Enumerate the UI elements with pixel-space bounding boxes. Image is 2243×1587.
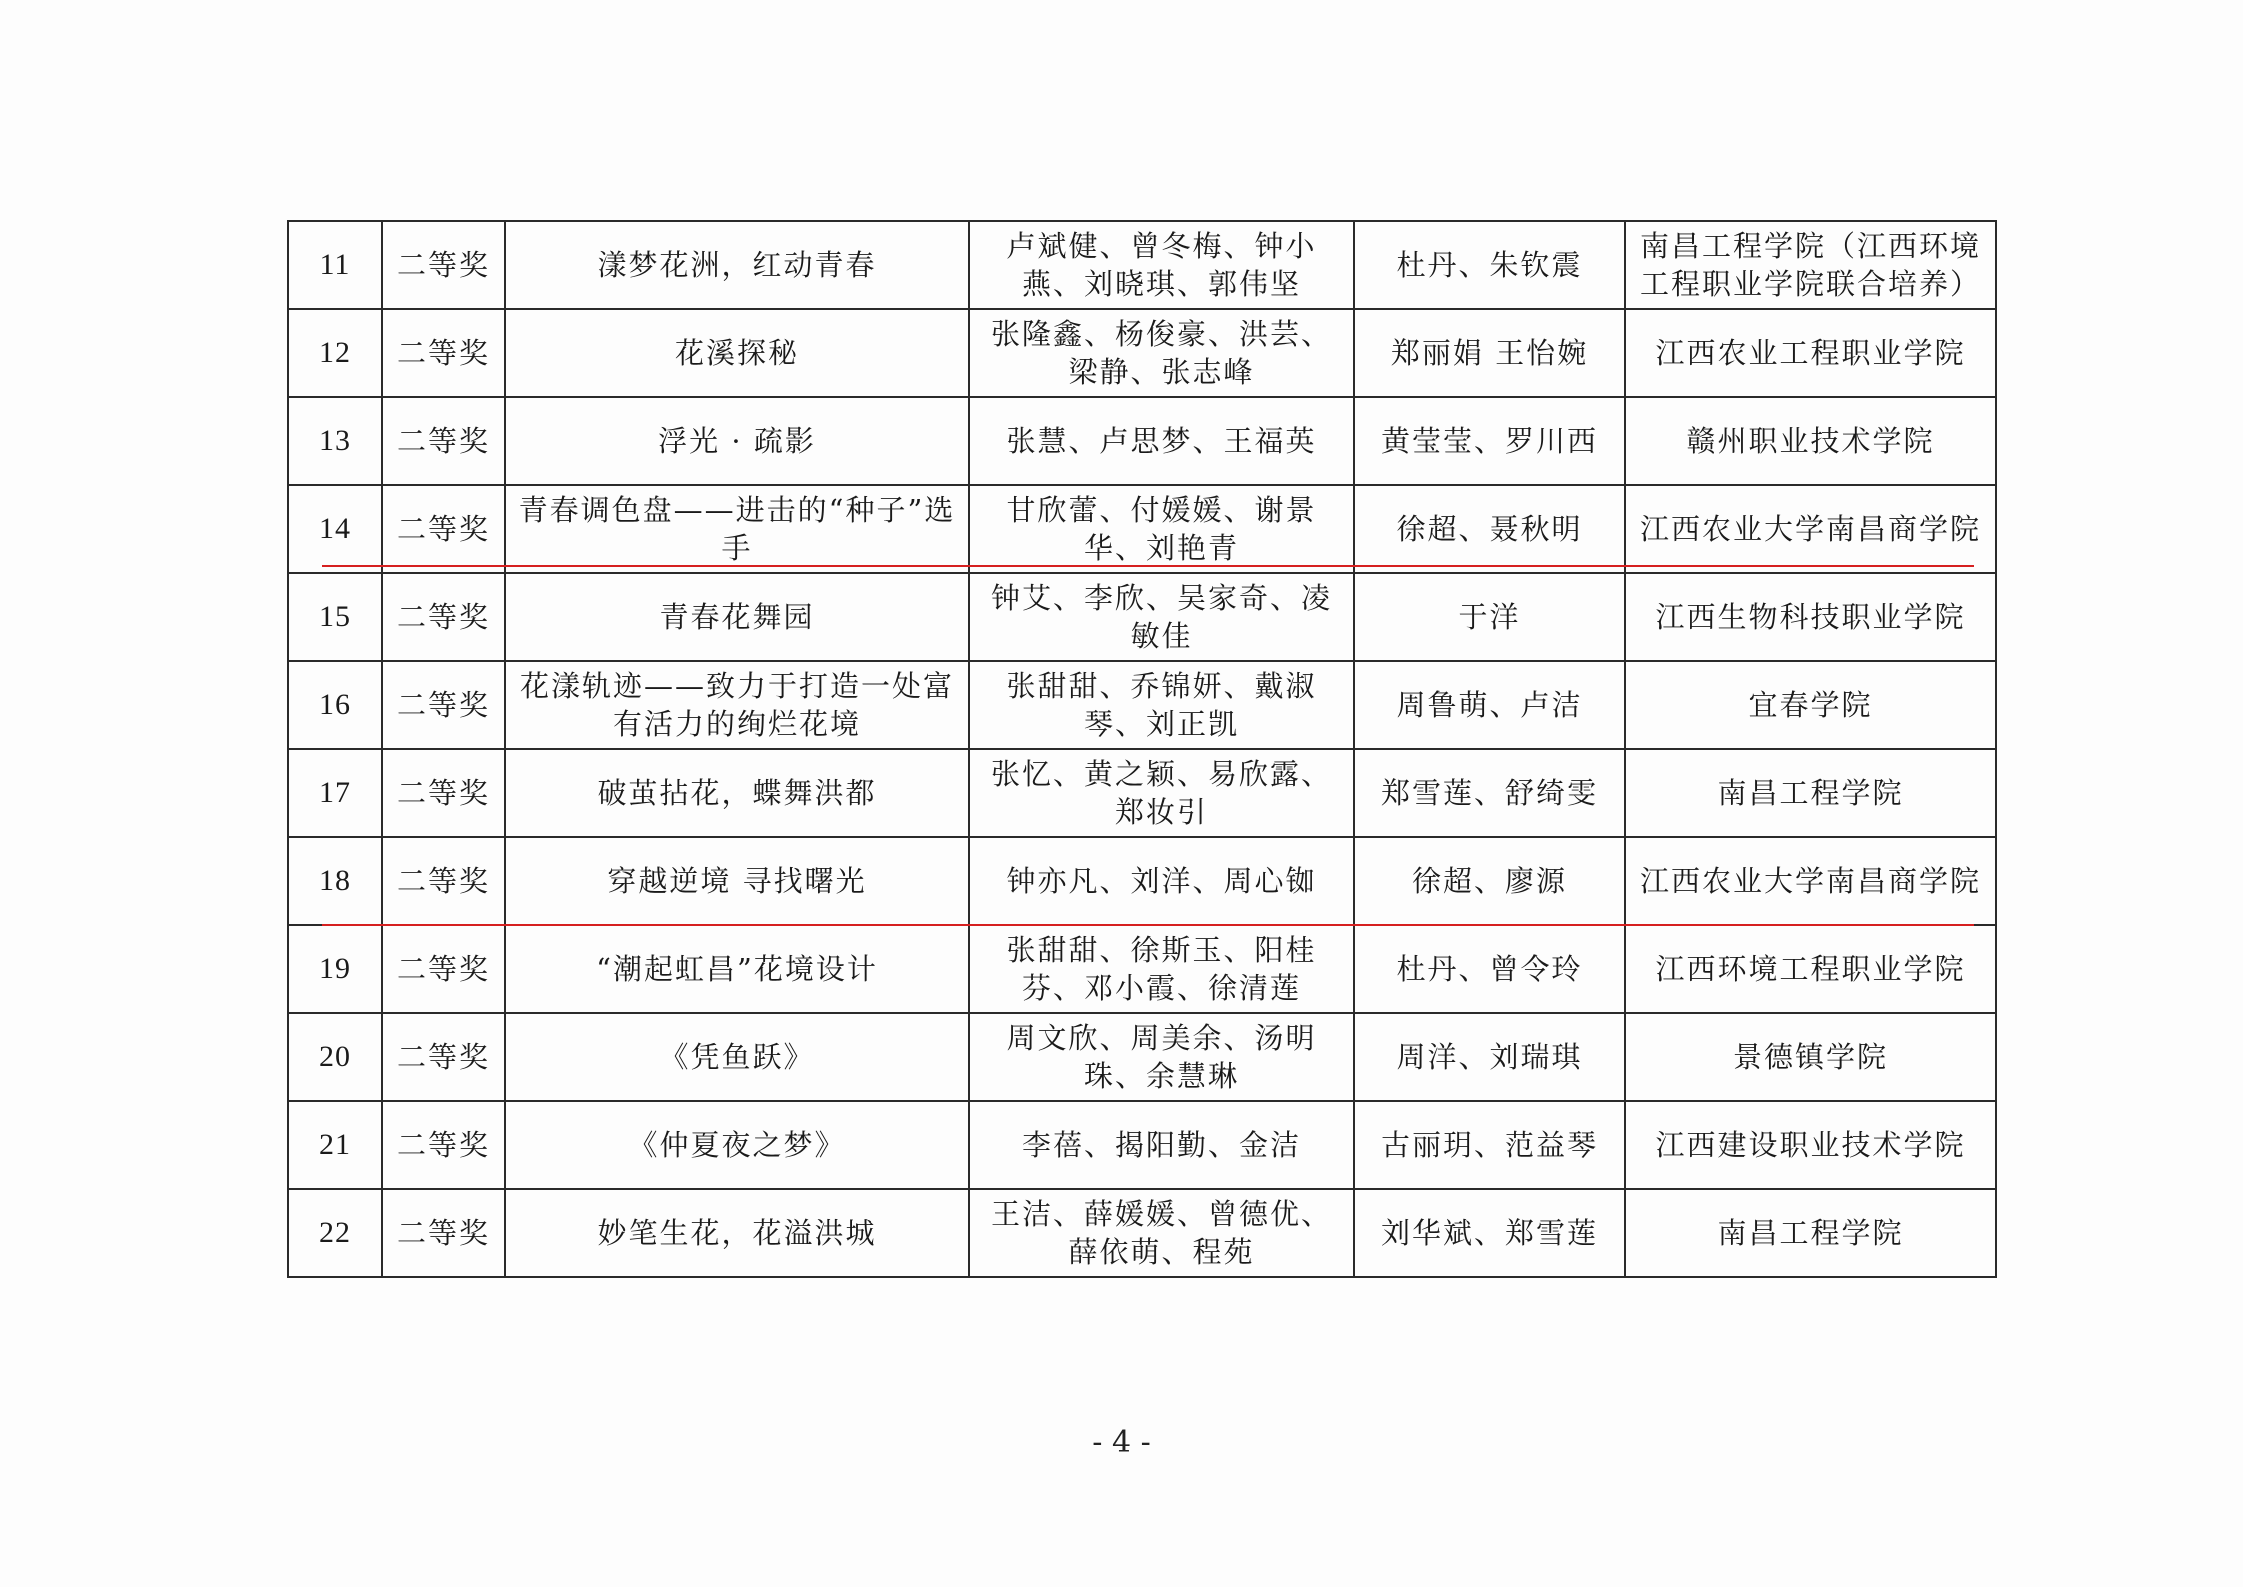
advisors: 古丽玥、范益琴	[1354, 1101, 1625, 1189]
project-title: 花溪探秘	[505, 309, 969, 397]
advisors: 杜丹、曾令玲	[1354, 925, 1625, 1013]
school: 江西建设职业技术学院	[1625, 1101, 1996, 1189]
row-number: 16	[288, 661, 382, 749]
red-underline-row-14	[322, 565, 1974, 567]
row-number: 20	[288, 1013, 382, 1101]
team-members: 钟艾、李欣、吴家奇、凌敏佳	[969, 573, 1354, 661]
project-title: 穿越逆境 寻找曙光	[505, 837, 969, 925]
advisors: 周鲁萌、卢洁	[1354, 661, 1625, 749]
award-level: 二等奖	[382, 309, 505, 397]
team-members: 王洁、薛媛媛、曾德优、薛依萌、程苑	[969, 1189, 1354, 1277]
row-number: 11	[288, 221, 382, 309]
project-title: 漾梦花洲，红动青春	[505, 221, 969, 309]
red-underline-row-18	[322, 924, 1974, 926]
row-number: 13	[288, 397, 382, 485]
school: 江西农业大学南昌商学院	[1625, 837, 1996, 925]
table-row	[288, 1101, 1996, 1189]
project-title: 《凭鱼跃》	[505, 1013, 969, 1101]
team-members: 张隆鑫、杨俊豪、洪芸、梁静、张志峰	[969, 309, 1354, 397]
award-level: 二等奖	[382, 661, 505, 749]
row-number: 15	[288, 573, 382, 661]
team-members: 张甜甜、徐斯玉、阳桂芬、邓小霞、徐清莲	[969, 925, 1354, 1013]
table-row	[288, 837, 1996, 925]
school: 南昌工程学院	[1625, 749, 1996, 837]
school: 宜春学院	[1625, 661, 1996, 749]
table-row	[288, 1013, 1996, 1101]
row-number: 19	[288, 925, 382, 1013]
advisors: 徐超、聂秋明	[1354, 485, 1625, 573]
award-level: 二等奖	[382, 925, 505, 1013]
advisors: 刘华斌、郑雪莲	[1354, 1189, 1625, 1277]
award-level: 二等奖	[382, 397, 505, 485]
school: 景德镇学院	[1625, 1013, 1996, 1101]
team-members: 李蓓、揭阳勤、金洁	[969, 1101, 1354, 1189]
table-row	[288, 573, 1996, 661]
advisors: 周洋、刘瑞琪	[1354, 1013, 1625, 1101]
project-title: 浮光 · 疏影	[505, 397, 969, 485]
table-row	[288, 749, 1996, 837]
team-members: 张慧、卢思梦、王福英	[969, 397, 1354, 485]
row-number: 22	[288, 1189, 382, 1277]
project-title: 花漾轨迹——致力于打造一处富有活力的绚烂花境	[505, 661, 969, 749]
project-title: 青春花舞园	[505, 573, 969, 661]
award-level: 二等奖	[382, 837, 505, 925]
award-level: 二等奖	[382, 485, 505, 573]
school: 赣州职业技术学院	[1625, 397, 1996, 485]
table-row	[288, 397, 1996, 485]
school: 江西农业大学南昌商学院	[1625, 485, 1996, 573]
project-title: 妙笔生花，花溢洪城	[505, 1189, 969, 1277]
award-level: 二等奖	[382, 1101, 505, 1189]
team-members: 张甜甜、乔锦妍、戴淑琴、刘正凯	[969, 661, 1354, 749]
table-row	[288, 1189, 1996, 1277]
row-number: 21	[288, 1101, 382, 1189]
school: 南昌工程学院（江西环境工程职业学院联合培养）	[1625, 221, 1996, 309]
advisors: 黄莹莹、罗川西	[1354, 397, 1625, 485]
team-members: 钟亦凡、刘洋、周心铷	[969, 837, 1354, 925]
team-members: 张忆、黄之颖、易欣露、郑妆引	[969, 749, 1354, 837]
table-row	[288, 485, 1996, 573]
advisors: 徐超、廖源	[1354, 837, 1625, 925]
school: 江西生物科技职业学院	[1625, 573, 1996, 661]
advisors: 郑雪莲、舒绮雯	[1354, 749, 1625, 837]
row-number: 17	[288, 749, 382, 837]
team-members: 卢斌健、曾冬梅、钟小燕、刘晓琪、郭伟坚	[969, 221, 1354, 309]
project-title: 破茧拈花，蝶舞洪都	[505, 749, 969, 837]
awards-table	[287, 220, 1997, 1278]
advisors: 于洋	[1354, 573, 1625, 661]
page-number: - 4 -	[1092, 1425, 1151, 1460]
row-number: 14	[288, 485, 382, 573]
team-members: 甘欣蕾、付媛媛、谢景华、刘艳青	[969, 485, 1354, 573]
table-row	[288, 221, 1996, 309]
table-row	[288, 661, 1996, 749]
advisors: 郑丽娟 王怡婉	[1354, 309, 1625, 397]
row-number: 18	[288, 837, 382, 925]
project-title: 青春调色盘——进击的“种子”选手	[505, 485, 969, 573]
school: 南昌工程学院	[1625, 1189, 1996, 1277]
team-members: 周文欣、周美余、汤明珠、余慧琳	[969, 1013, 1354, 1101]
award-level: 二等奖	[382, 573, 505, 661]
award-level: 二等奖	[382, 1189, 505, 1277]
advisors: 杜丹、朱钦震	[1354, 221, 1625, 309]
school: 江西环境工程职业学院	[1625, 925, 1996, 1013]
table-row	[288, 309, 1996, 397]
table-row	[288, 925, 1996, 1013]
award-level: 二等奖	[382, 1013, 505, 1101]
award-level: 二等奖	[382, 221, 505, 309]
school: 江西农业工程职业学院	[1625, 309, 1996, 397]
project-title: “潮起虹昌”花境设计	[505, 925, 969, 1013]
award-level: 二等奖	[382, 749, 505, 837]
project-title: 《仲夏夜之梦》	[505, 1101, 969, 1189]
row-number: 12	[288, 309, 382, 397]
